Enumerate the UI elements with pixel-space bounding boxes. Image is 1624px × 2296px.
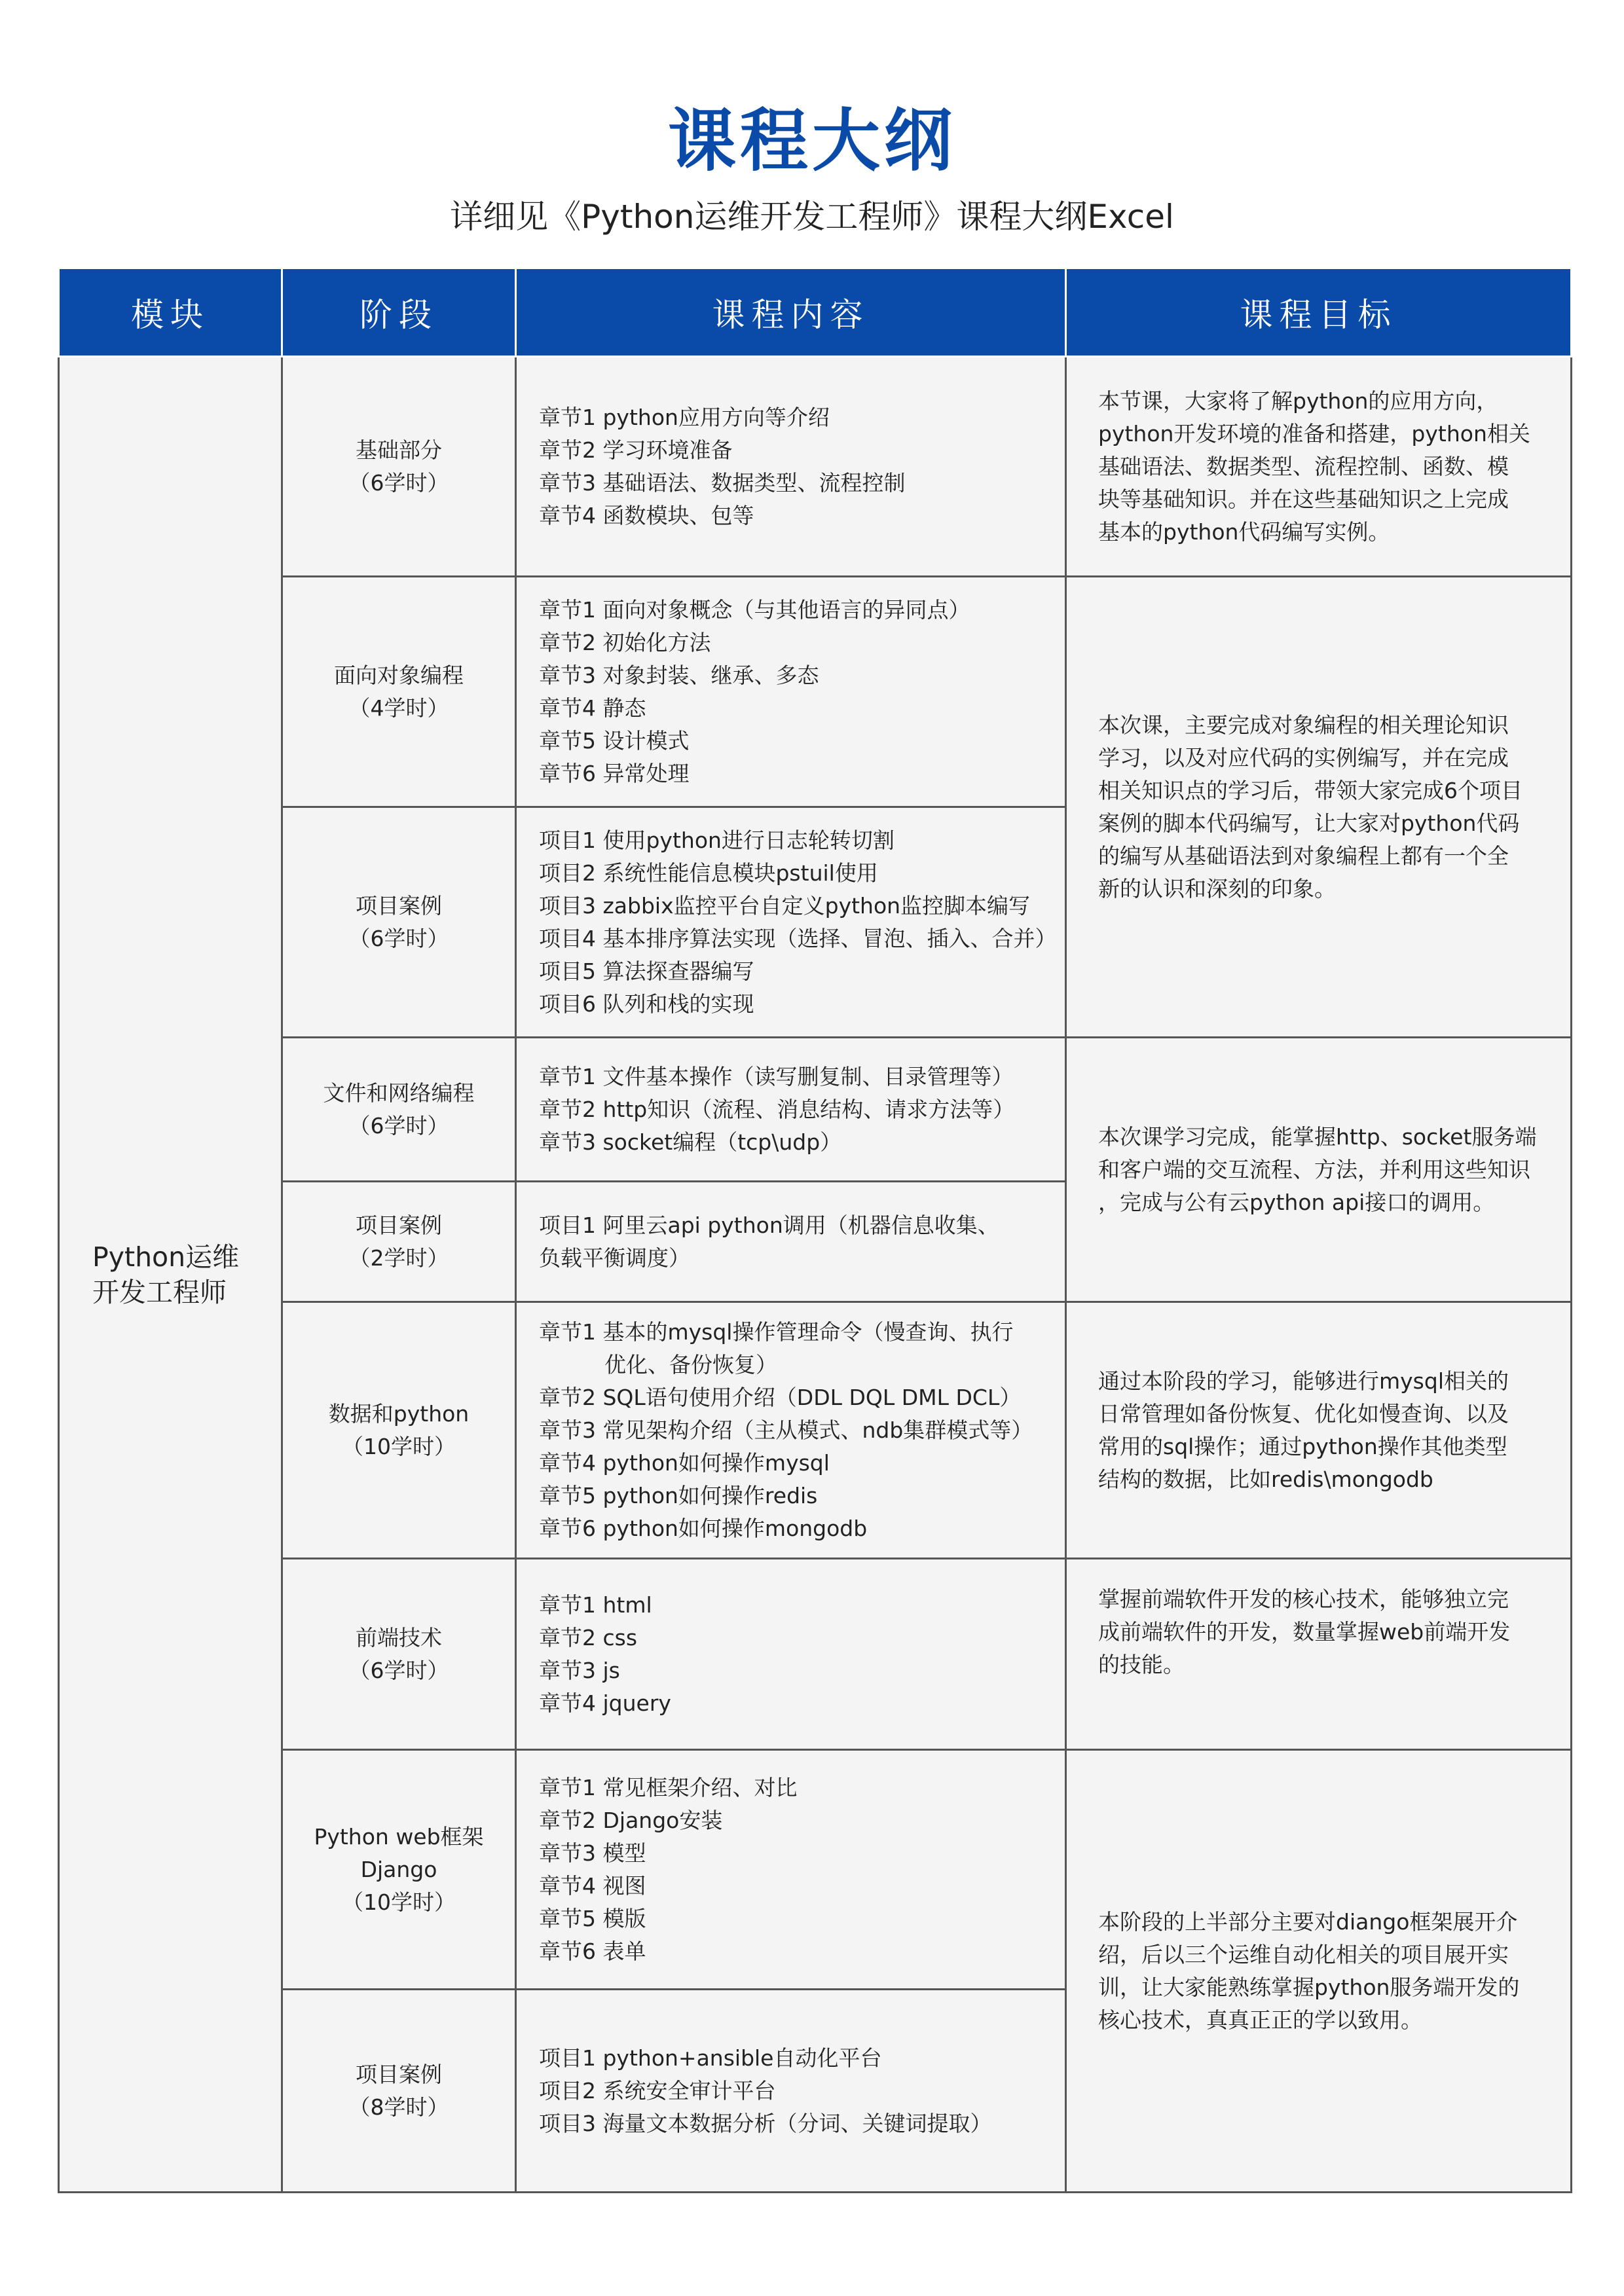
table-row bbox=[59, 357, 1572, 577]
stage-cell bbox=[282, 807, 516, 1038]
goal-cell bbox=[1066, 357, 1572, 577]
content-cell bbox=[516, 1182, 1066, 1302]
content-item: 章节3 基础语法、数据类型、流程控制 bbox=[539, 469, 906, 496]
stage-cell bbox=[282, 1750, 516, 1990]
table-row bbox=[59, 1038, 1572, 1182]
table-row bbox=[59, 577, 1572, 807]
content-cell bbox=[516, 807, 1066, 1038]
table-header-row bbox=[59, 268, 1572, 357]
content-item: 章节4 python如何操作mysql bbox=[539, 1449, 830, 1476]
goal-line: 成前端软件的开发，数量掌握web前端开发 bbox=[1098, 1619, 1511, 1645]
content-item: 项目2 系统安全审计平台 bbox=[539, 2077, 776, 2104]
content-item: 项目1 使用python进行日志轮转切割 bbox=[539, 827, 895, 853]
stage-hours: （6学时） bbox=[348, 469, 449, 496]
content-item: 章节3 对象封装、继承、多态 bbox=[539, 662, 819, 688]
goal-line: 本阶段的上半部分主要对diango框架展开介 bbox=[1098, 1908, 1518, 1935]
stage-hours: （6学时） bbox=[348, 1112, 449, 1139]
goal-line: 和客户端的交互流程、方法，并利用这些知识 bbox=[1098, 1156, 1530, 1182]
content-item: 项目5 算法探查器编写 bbox=[539, 958, 754, 984]
content-item: 负载平衡调度） bbox=[539, 1245, 690, 1271]
goal-cell bbox=[1066, 1302, 1572, 1559]
stage-name: 前端技术 bbox=[356, 1624, 442, 1650]
goal-line: 块等基础知识。并在这些基础知识之上完成 bbox=[1098, 486, 1509, 512]
header-goal: 课程目标 bbox=[1066, 268, 1572, 357]
table-row bbox=[59, 1559, 1572, 1750]
goal-line: 案例的脚本代码编写，让大家对python代码 bbox=[1098, 810, 1520, 836]
goal-line: 掌握前端软件开发的核心技术，能够独立完 bbox=[1098, 1586, 1509, 1612]
goal-line: 学习，以及对应代码的实例编写，并在完成 bbox=[1098, 744, 1509, 771]
stage-name: 项目案例 bbox=[356, 892, 442, 919]
module-name-line: Python运维 bbox=[92, 1241, 240, 1273]
content-item: 章节1 python应用方向等介绍 bbox=[539, 404, 830, 430]
stage-cell bbox=[282, 357, 516, 577]
stage-cell bbox=[282, 1990, 516, 2193]
content-item: 章节3 socket编程（tcp\udp） bbox=[539, 1129, 842, 1155]
stage-cell bbox=[282, 1559, 516, 1750]
goal-line: 常用的sql操作；通过python操作其他类型 bbox=[1098, 1433, 1507, 1459]
stage-cell bbox=[282, 1302, 516, 1559]
content-item: 章节1 常见框架介绍、对比 bbox=[539, 1774, 798, 1800]
stage-cell bbox=[282, 1182, 516, 1302]
content-item: 章节4 函数模块、包等 bbox=[539, 502, 754, 528]
stage-cell bbox=[282, 1038, 516, 1182]
content-cell bbox=[516, 1750, 1066, 1990]
goal-line: 基本的python代码编写实例。 bbox=[1098, 519, 1390, 545]
stage-name: 项目案例 bbox=[356, 1212, 442, 1238]
content-item: 章节1 面向对象概念（与其他语言的异同点） bbox=[539, 596, 970, 623]
content-cell bbox=[516, 577, 1066, 807]
content-item: 章节4 视图 bbox=[539, 1872, 646, 1899]
content-item: 项目4 基本排序算法实现（选择、冒泡、插入、合并） bbox=[539, 925, 1057, 951]
goal-cell bbox=[1066, 1559, 1572, 1750]
content-item: 章节6 python如何操作mongodb bbox=[539, 1515, 868, 1541]
module-cell bbox=[59, 357, 282, 2193]
content-item: 章节3 常见架构介绍（主从模式、ndb集群模式等） bbox=[539, 1417, 1033, 1443]
content-item: 章节3 js bbox=[539, 1657, 620, 1683]
content-item: 章节5 设计模式 bbox=[539, 727, 690, 754]
goal-line: 训，让大家能熟练掌握python服务端开发的 bbox=[1098, 1974, 1520, 2000]
stage-name: 项目案例 bbox=[356, 2061, 442, 2087]
module-name-line: 开发工程师 bbox=[92, 1276, 227, 1308]
stage-hours: （4学时） bbox=[348, 695, 449, 721]
goal-line: 结构的数据，比如redis\mongodb bbox=[1098, 1466, 1433, 1492]
content-item: 章节6 表单 bbox=[539, 1938, 646, 1964]
content-item: 章节5 模版 bbox=[539, 1905, 646, 1931]
content-item: 章节3 模型 bbox=[539, 1840, 646, 1866]
content-item: 章节2 css bbox=[539, 1624, 638, 1650]
content-cell bbox=[516, 357, 1066, 577]
stage-hours: （2学时） bbox=[348, 1245, 449, 1271]
stage-hours: （6学时） bbox=[348, 1657, 449, 1683]
goal-line: 本次课学习完成，能掌握http、socket服务端 bbox=[1098, 1123, 1537, 1150]
page-title: 课程大纲 bbox=[667, 101, 956, 181]
goal-line: 的编写从基础语法到对象编程上都有一个全 bbox=[1098, 843, 1509, 869]
header-stage: 阶段 bbox=[282, 268, 516, 357]
content-item: 项目6 队列和栈的实现 bbox=[539, 991, 754, 1017]
content-item: 项目1 阿里云api python调用（机器信息收集、 bbox=[539, 1212, 999, 1238]
content-item: 优化、备份恢复） bbox=[604, 1351, 777, 1377]
content-item: 章节4 jquery bbox=[539, 1690, 671, 1716]
content-item: 项目3 海量文本数据分析（分词、关键词提取） bbox=[539, 2110, 992, 2136]
curriculum-table bbox=[58, 267, 1572, 2193]
content-item: 章节6 异常处理 bbox=[539, 760, 690, 786]
content-cell bbox=[516, 1302, 1066, 1559]
goal-cell bbox=[1066, 1038, 1572, 1302]
content-item: 章节2 SQL语句使用介绍（DDL DQL DML DCL） bbox=[539, 1384, 1022, 1410]
content-cell bbox=[516, 1990, 1066, 2193]
content-cell bbox=[516, 1038, 1066, 1182]
stage-name: 基础部分 bbox=[356, 437, 442, 463]
goal-line: 新的认识和深刻的印象。 bbox=[1098, 875, 1336, 902]
stage-hours: （6学时） bbox=[348, 925, 449, 951]
content-item: 章节2 学习环境准备 bbox=[539, 437, 733, 463]
table-row bbox=[59, 1302, 1572, 1559]
goal-line: 本次课，主要完成对象编程的相关理论知识 bbox=[1098, 712, 1509, 738]
stage-name-line2: Django bbox=[360, 1856, 437, 1882]
stage-hours: （10学时） bbox=[342, 1433, 456, 1459]
content-item: 项目1 python+ansible自动化平台 bbox=[539, 2045, 882, 2071]
stage-cell bbox=[282, 577, 516, 807]
goal-line: 本节课，大家将了解python的应用方向， bbox=[1098, 388, 1498, 414]
header-module: 模块 bbox=[59, 268, 282, 357]
stage-name: 面向对象编程 bbox=[334, 662, 464, 688]
content-item: 项目3 zabbix监控平台自定义python监控脚本编写 bbox=[539, 892, 1031, 919]
goal-line: python开发环境的准备和搭建，python相关 bbox=[1098, 420, 1530, 446]
content-item: 章节1 文件基本操作（读写删复制、目录管理等） bbox=[539, 1063, 1014, 1089]
stage-name: 数据和python bbox=[328, 1400, 470, 1427]
goal-line: 绍，后以三个运维自动化相关的项目展开实 bbox=[1098, 1941, 1509, 1967]
content-item: 项目2 系统性能信息模块pstuil使用 bbox=[539, 860, 878, 886]
content-item: 章节2 Django安装 bbox=[539, 1807, 723, 1833]
goal-line: ，完成与公有云python api接口的调用。 bbox=[1098, 1189, 1495, 1215]
goal-cell bbox=[1066, 577, 1572, 1038]
stage-name: Python web框架 bbox=[314, 1823, 484, 1850]
content-cell bbox=[516, 1559, 1066, 1750]
goal-line: 基础语法、数据类型、流程控制、函数、模 bbox=[1098, 453, 1509, 479]
goal-line: 相关知识点的学习后，带领大家完成6个项目 bbox=[1098, 777, 1522, 803]
table-row bbox=[59, 1750, 1572, 1990]
header-content: 课程内容 bbox=[516, 268, 1066, 357]
content-item: 章节4 静态 bbox=[539, 695, 646, 721]
page-subtitle: 详细见《Python运维开发工程师》课程大纲Excel bbox=[450, 198, 1174, 236]
goal-line: 日常管理如备份恢复、优化如慢查询、以及 bbox=[1098, 1400, 1509, 1427]
goal-line: 核心技术，真真正正的学以致用。 bbox=[1098, 2007, 1422, 2033]
stage-name: 文件和网络编程 bbox=[323, 1080, 475, 1106]
content-item: 章节2 初始化方法 bbox=[539, 629, 711, 655]
content-item: 章节5 python如何操作redis bbox=[539, 1482, 818, 1508]
content-item: 章节1 基本的mysql操作管理命令（慢查询、执行 bbox=[539, 1319, 1014, 1345]
stage-hours: （10学时） bbox=[342, 1889, 456, 1915]
content-item: 章节1 html bbox=[539, 1592, 652, 1618]
content-item: 章节2 http知识（流程、消息结构、请求方法等） bbox=[539, 1096, 1015, 1122]
goal-line: 通过本阶段的学习，能够进行mysql相关的 bbox=[1098, 1368, 1509, 1394]
goal-line: 的技能。 bbox=[1098, 1652, 1185, 1677]
goal-cell bbox=[1066, 1750, 1572, 2193]
stage-hours: （8学时） bbox=[348, 2094, 449, 2120]
